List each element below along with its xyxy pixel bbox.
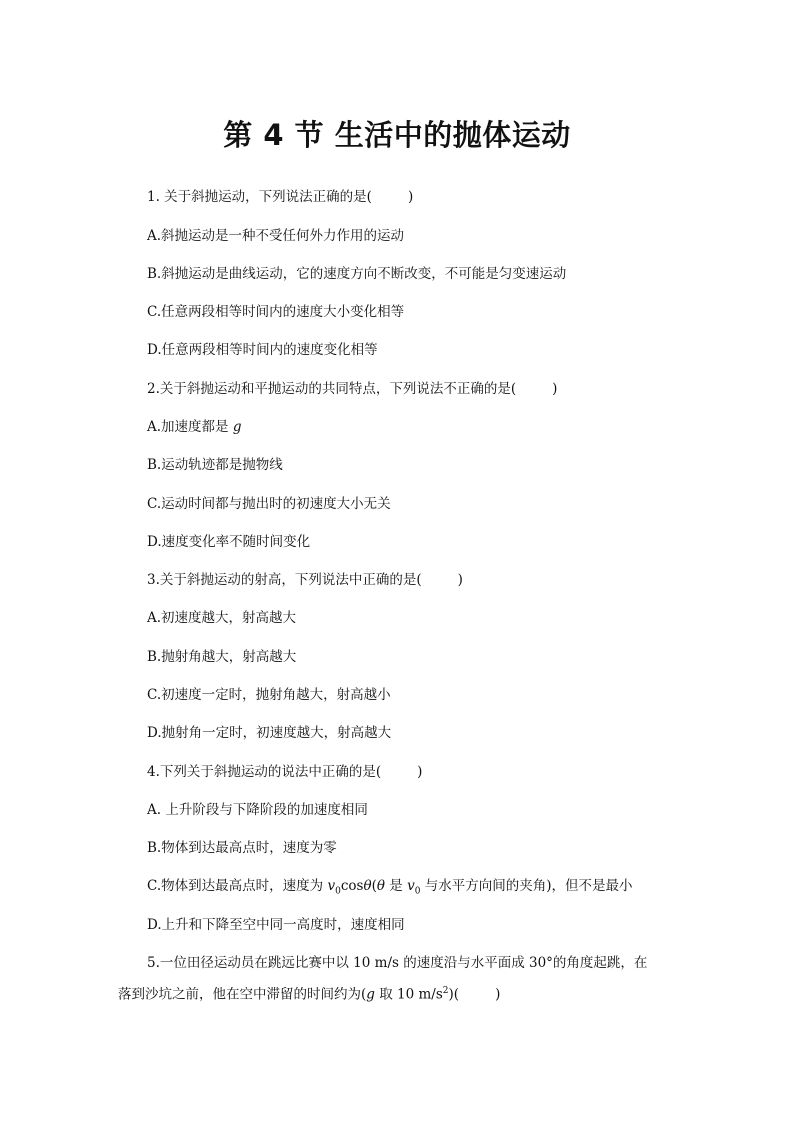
- question-4-stem: [147, 762, 422, 782]
- superscript-two: 2: [442, 986, 449, 996]
- question-5-line-2: 沙坑之前，他在空中滞留的时间约为(: [145, 986, 367, 1003]
- question-1-option-b: B.斜抛运动是曲线运动，它的速度方向不断改变，不可能是匀变速运动: [147, 266, 567, 282]
- question-1-option-c: C.任意两段相等时间内的速度大小变化相等: [147, 304, 405, 320]
- question-4-option-a: A. 上升阶段与下降阶段的加速度相同: [147, 802, 368, 818]
- question-3-stem: [147, 570, 463, 590]
- question-4-close: ): [417, 764, 423, 780]
- question-2-option-d: D.速度变化率不随时间变化: [147, 534, 311, 550]
- page-title: 第 4 节 生活中的抛体运动: [223, 118, 571, 152]
- question-1-text: 1. 关于斜抛运动，下列说法正确的是(: [147, 189, 372, 205]
- subscript-zero: 0: [414, 886, 421, 897]
- option-c-paren: (: [371, 878, 377, 894]
- velocity-symbol: v: [407, 878, 415, 894]
- theta-symbol: θ: [376, 878, 385, 894]
- question-5-close: ): [495, 986, 501, 1003]
- question-4-option-c: [147, 876, 633, 902]
- gravity-symbol: g: [232, 419, 242, 435]
- gravity-symbol: g: [366, 986, 375, 1003]
- question-3-option-d: D.抛射角一定时，初速度越大，射高越大: [147, 725, 392, 741]
- question-1-option-a: A.斜抛运动是一种不受任何外力作用的运动: [147, 228, 405, 244]
- question-2-option-a: [147, 417, 242, 437]
- velocity-symbol: v: [327, 878, 336, 894]
- option-c-mid: 是: [385, 878, 408, 894]
- question-2-stem: [147, 379, 557, 399]
- question-4-option-b: B.物体到达最高点时，速度为零: [147, 840, 337, 856]
- question-3-option-a: A.初速度越大，射高越大: [147, 610, 297, 626]
- question-5-unit: 取 10 m/s: [374, 986, 443, 1003]
- question-4-text: 4.下列关于斜抛运动的说法中正确的是(: [147, 764, 382, 780]
- option-c-prefix: C.物体到达最高点时，速度为: [147, 878, 328, 894]
- question-2-option-b: B.运动轨迹都是抛物线: [147, 457, 283, 473]
- option-c-suffix: 与水平方向间的夹角)，但不是最小: [420, 878, 633, 894]
- question-5-line-1: 5.一位田径运动员在跳远比赛中以 10 m/s 的速度沿与水平面成 30°的角度起跳，在落到: [118, 955, 648, 1003]
- theta-symbol: θ: [363, 878, 372, 894]
- question-1-stem: [147, 187, 413, 207]
- question-2-text: 2.关于斜抛运动和平抛运动的共同特点，下列说法不正确的是(: [147, 381, 517, 397]
- question-5-stem: [118, 949, 658, 1009]
- cos-function: cos: [340, 878, 364, 894]
- subscript-zero: 0: [335, 886, 341, 897]
- question-2-option-c: C.运动时间都与抛出时的初速度大小无关: [147, 496, 391, 512]
- question-3-close: ): [457, 572, 463, 588]
- question-1-option-d: D.任意两段相等时间内的速度变化相等: [147, 342, 378, 358]
- question-4-option-d: D.上升和下降至空中同一高度时，速度相同: [147, 917, 405, 933]
- question-1-close: ): [407, 189, 414, 205]
- question-3-option-c: C.初速度一定时，抛射角越大，射高越小: [147, 687, 391, 703]
- question-2-option-a-text: A.加速度都是: [147, 419, 233, 435]
- question-2-close: ): [552, 381, 558, 397]
- question-3-option-b: B.抛射角越大，射高越大: [147, 649, 297, 665]
- question-3-text: 3.关于斜抛运动的射高，下列说法中正确的是(: [147, 572, 422, 588]
- question-5-paren: )(: [448, 986, 460, 1003]
